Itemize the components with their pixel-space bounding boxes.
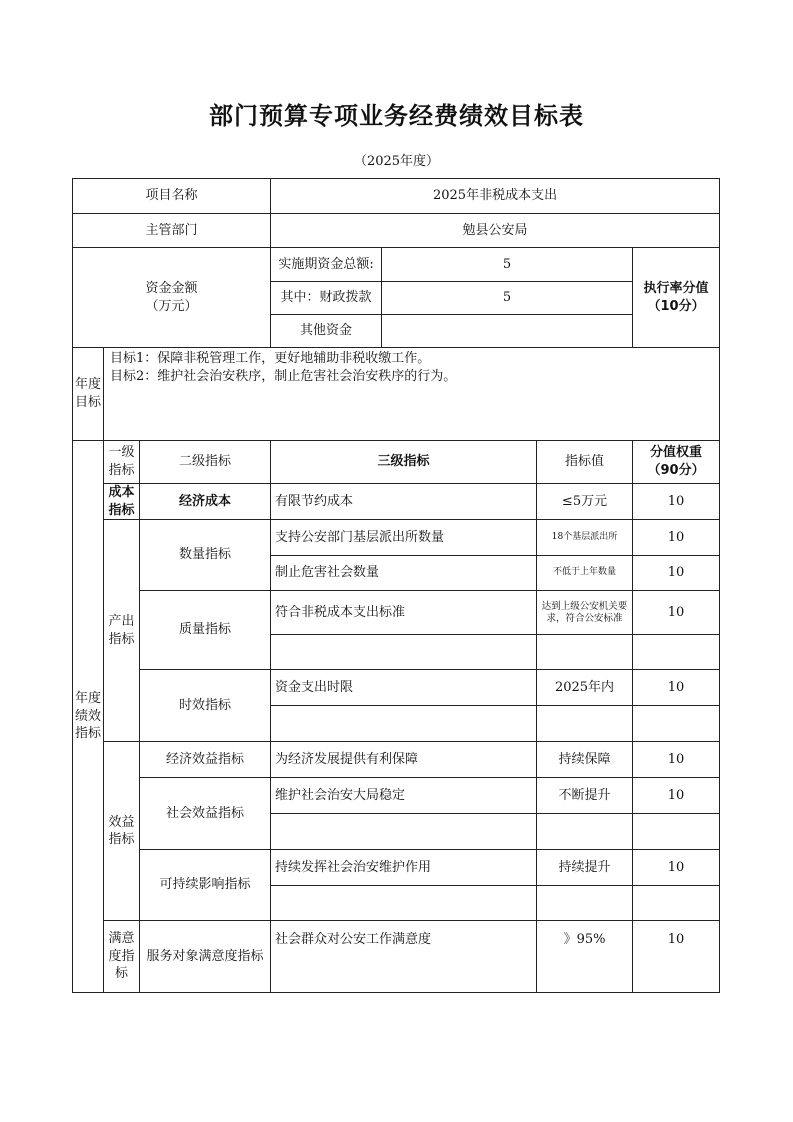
quantity-score-2: 10 [633, 556, 720, 591]
social-score-empty [633, 814, 720, 850]
quality-value: 达到上级公安机关要求，符合公安标准 [537, 591, 633, 635]
quantity-score-1: 10 [633, 520, 720, 556]
table-row [73, 742, 720, 778]
quality-level3-empty [271, 635, 537, 670]
funds-other-label: 其他资金 [271, 315, 382, 348]
timeliness-value-empty [537, 706, 633, 742]
satisfaction-score: 10 [633, 921, 720, 993]
sustainable-score: 10 [633, 850, 720, 886]
economic-value: 持续保障 [537, 742, 633, 778]
social-level2: 社会效益指标 [140, 778, 271, 850]
funds-total-row [73, 248, 720, 282]
funds-total-value: 5 [382, 248, 633, 282]
timeliness-value: 2025年内 [537, 670, 633, 706]
economic-score: 10 [633, 742, 720, 778]
funds-total-label: 实施期资金总额: [271, 248, 382, 282]
performance-table [72, 178, 720, 993]
department-value: 勉县公安局 [271, 214, 720, 248]
cost-level1: 成本指标 [104, 484, 140, 520]
project-name-row [73, 179, 720, 214]
cost-value: ≤5万元 [537, 484, 633, 520]
social-value: 不断提升 [537, 778, 633, 814]
annual-goal-label: 年度目标 [73, 348, 104, 441]
annual-goal-2: 目标2：维护社会治安秩序，制止危害社会治安秩序的行为。 [110, 369, 457, 385]
table-row [73, 520, 720, 556]
table-row [73, 850, 720, 886]
indicator-header-row [73, 441, 720, 484]
funds-fiscal-value: 5 [382, 282, 633, 315]
header-level2: 二级指标 [140, 441, 271, 484]
funds-other-value [382, 315, 633, 348]
cost-level2: 经济成本 [140, 484, 271, 520]
header-weight [633, 441, 720, 484]
timeliness-level3: 资金支出时限 [271, 670, 537, 706]
indicator-section-label: 年度绩效指标 [73, 441, 104, 993]
quality-score-empty [633, 635, 720, 670]
department-row [73, 214, 720, 248]
sustainable-value-empty [537, 886, 633, 921]
satisfaction-level2: 服务对象满意度指标 [140, 921, 271, 993]
table-row [73, 484, 720, 520]
quality-level2: 质量指标 [140, 591, 271, 670]
sustainable-level3-empty [271, 886, 537, 921]
header-weight-total: （90分） [647, 463, 705, 478]
annual-goal-1: 目标1：保障非税管理工作，更好地辅助非税收缴工作。 [110, 351, 431, 366]
sustainable-level3: 持续发挥社会治安维护作用 [271, 850, 537, 886]
header-level1: 一级指标 [104, 441, 140, 484]
timeliness-level3-empty [271, 706, 537, 742]
funds-label-cell [73, 248, 271, 348]
table-row [73, 670, 720, 706]
table-row [73, 921, 720, 993]
quality-value-empty [537, 635, 633, 670]
header-value: 指标值 [537, 441, 633, 484]
project-name-value: 2025年非税成本支出 [271, 179, 720, 214]
timeliness-score: 10 [633, 670, 720, 706]
timeliness-level2: 时效指标 [140, 670, 271, 742]
page-title: 部门预算专项业务经费绩效目标表 [209, 102, 584, 130]
quantity-value-1: 18个基层派出所 [537, 520, 633, 556]
sustainable-score-empty [633, 886, 720, 921]
cost-level3: 有限节约成本 [271, 484, 537, 520]
funds-label: 资金金额 [145, 280, 198, 296]
table-row [73, 778, 720, 814]
benefit-level1: 效益指标 [104, 742, 140, 921]
funds-unit: （万元） [145, 298, 198, 314]
timeliness-score-empty [633, 706, 720, 742]
quantity-value-2: 不低于上年数量 [537, 556, 633, 591]
table-row [73, 591, 720, 635]
satisfaction-value: 》95% [537, 921, 633, 993]
exec-rate-score: （10分） [647, 298, 705, 314]
social-level3: 维护社会治安大局稳定 [271, 778, 537, 814]
quality-level3: 符合非税成本支出标准 [271, 591, 537, 635]
quantity-level3-2: 制止危害社会数量 [271, 556, 537, 591]
sustainable-value: 持续提升 [537, 850, 633, 886]
exec-rate-label: 执行率分值 [643, 280, 709, 296]
cost-score: 10 [633, 484, 720, 520]
header-level3: 三级指标 [271, 441, 537, 484]
sustainable-level2: 可持续影响指标 [140, 850, 271, 921]
quantity-level3-1: 支持公安部门基层派出所数量 [271, 520, 537, 556]
funds-fiscal-label: 其中：财政拨款 [271, 282, 382, 315]
department-label: 主管部门 [73, 214, 271, 248]
social-level3-empty [271, 814, 537, 850]
annual-goal-content [104, 348, 720, 441]
social-value-empty [537, 814, 633, 850]
quantity-level2: 数量指标 [140, 520, 271, 591]
economic-level3: 为经济发展提供有利保障 [271, 742, 537, 778]
header-weight-label: 分值权重 [650, 445, 703, 461]
satisfaction-level3: 社会群众对公安工作满意度 [271, 921, 537, 993]
social-score: 10 [633, 778, 720, 814]
project-name-label: 项目名称 [73, 179, 271, 214]
satisfaction-level1: 满意度指标 [104, 921, 140, 993]
page-subtitle: （2025年度） [353, 154, 440, 169]
annual-goal-row [73, 348, 720, 441]
quality-score: 10 [633, 591, 720, 635]
economic-level2: 经济效益指标 [140, 742, 271, 778]
exec-rate-cell [633, 248, 720, 348]
output-level1: 产出指标 [104, 520, 140, 742]
